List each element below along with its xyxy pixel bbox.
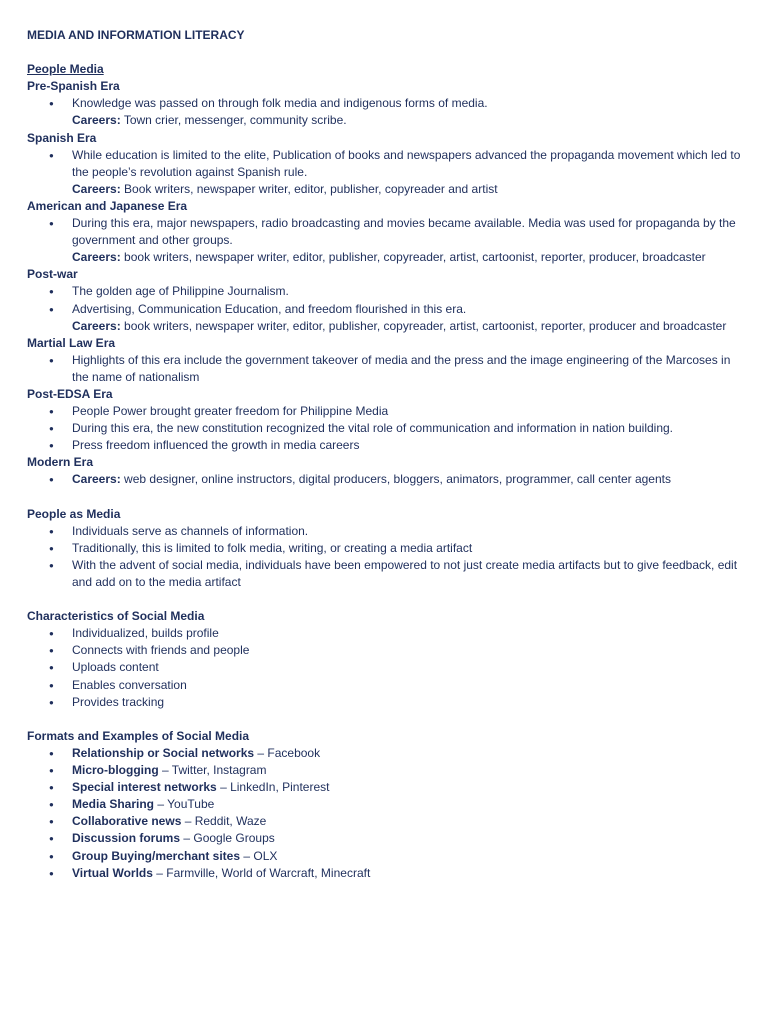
careers-label: Careers: — [72, 318, 121, 333]
format-term: Group Buying/merchant sites — [72, 848, 241, 863]
era-heading: Spanish Era — [27, 130, 97, 145]
list-item — [27, 779, 748, 796]
list-item: ● Advertising, Communication Education, and freedom flourished in this era. — [27, 301, 748, 318]
careers-line — [27, 249, 748, 266]
section-heading-characteristics: Characteristics of Social Media — [27, 609, 205, 624]
format-examples: – Reddit, Waze — [181, 814, 267, 829]
section-heading-people-media: People Media — [27, 62, 104, 77]
careers-line — [27, 318, 748, 335]
spacer — [27, 711, 748, 728]
format-term: Discussion forums — [72, 831, 181, 846]
list-item: ● During this era, the new constitution recognized the vital role of communication and information in nation building. — [27, 420, 748, 437]
list-item: ● Knowledge was passed on through folk media and indigenous forms of media. — [27, 95, 748, 112]
format-examples: – Twitter, Instagram — [158, 763, 267, 778]
careers-label: Careers: — [72, 250, 121, 265]
format-term: Micro-blogging — [72, 763, 159, 778]
formats-list — [27, 745, 748, 882]
era-list — [27, 147, 748, 198]
section-heading-people-as-media: People as Media — [27, 506, 121, 521]
list-item: ● Enables conversation — [27, 677, 748, 694]
careers-text: Book writers, newspaper writer, editor, publisher, copyreader and artist — [124, 181, 498, 196]
format-examples: – LinkedIn, Pinterest — [216, 780, 330, 795]
format-term: Media Sharing — [72, 797, 155, 812]
format-term: Collaborative news — [72, 814, 182, 829]
era-heading: Martial Law Era — [27, 335, 116, 350]
era-list — [27, 352, 748, 386]
list-item: ● Individuals serve as channels of information. — [27, 523, 748, 540]
careers-line — [27, 112, 748, 129]
era-list — [27, 403, 748, 454]
era-heading: American and Japanese Era — [27, 198, 188, 213]
characteristics-list — [27, 625, 748, 710]
list-item: ● During this era, major newspapers, radio broadcasting and movies became available. Media was used for propaganda by the government and other groups. — [27, 215, 748, 249]
list-item — [27, 848, 748, 865]
careers-line — [27, 181, 748, 198]
era-list — [27, 471, 748, 488]
list-item: ● People Power brought greater freedom for Philippine Media — [27, 403, 748, 420]
careers-text: book writers, newspaper writer, editor, publisher, copyreader, artist, cartoonist, reporter, producer and broadcaster — [124, 318, 727, 333]
careers-label: Careers: — [72, 113, 121, 128]
list-item — [27, 865, 748, 882]
list-item: ● Uploads content — [27, 659, 748, 676]
format-term: Relationship or Social networks — [72, 745, 255, 760]
list-item: ● Traditionally, this is limited to folk media, writing, or creating a media artifact — [27, 540, 748, 557]
spacer — [27, 44, 748, 61]
careers-label: Careers: — [72, 181, 121, 196]
format-examples: – Google Groups — [180, 831, 275, 846]
list-item: ● With the advent of social media, individuals have been empowered to not just create media artifacts but to give feedback, edit and add on to the media artifact — [27, 557, 748, 591]
section-heading-formats: Formats and Examples of Social Media — [27, 728, 250, 743]
list-item — [27, 796, 748, 813]
list-item: ● Highlights of this era include the government takeover of media and the press and the image engineering of the Marcoses in the name of nationalism — [27, 352, 748, 386]
list-item — [27, 830, 748, 847]
era-heading: Post-EDSA Era — [27, 386, 113, 401]
careers-text: web designer, online instructors, digital producers, bloggers, animators, programmer, call center agents — [124, 472, 671, 487]
list-item: ● The golden age of Philippine Journalism. — [27, 283, 748, 300]
era-list — [27, 215, 748, 266]
list-item: ● Connects with friends and people — [27, 642, 748, 659]
era-heading: Modern Era — [27, 455, 94, 470]
format-term: Special interest networks — [72, 780, 217, 795]
era-list — [27, 95, 748, 129]
document-title: MEDIA AND INFORMATION LITERACY — [27, 28, 245, 42]
list-item: ● Press freedom influenced the growth in media careers — [27, 437, 748, 454]
list-item — [27, 762, 748, 779]
careers-text: book writers, newspaper writer, editor, publisher, copyreader, artist, cartoonist, reporter, producer, broadcaster — [124, 250, 706, 265]
format-examples: – OLX — [240, 848, 278, 863]
list-item: ● Provides tracking — [27, 694, 748, 711]
spacer — [27, 489, 748, 506]
format-examples: – Farmville, World of Warcraft, Minecraft — [152, 865, 371, 880]
list-item — [27, 745, 748, 762]
era-list — [27, 283, 748, 334]
people-as-media-list — [27, 523, 748, 591]
list-item: ● While education is limited to the elite, Publication of books and newspapers advanced the propaganda movement which led to the people’s revolution against Spanish rule. — [27, 147, 748, 181]
list-item: ● Individualized, builds profile — [27, 625, 748, 642]
careers-label: Careers: — [72, 472, 121, 487]
era-heading: Post-war — [27, 267, 78, 282]
spacer — [27, 591, 748, 608]
era-heading: Pre-Spanish Era — [27, 79, 120, 94]
list-item — [27, 471, 748, 488]
format-examples: – Facebook — [254, 745, 321, 760]
list-item — [27, 813, 748, 830]
careers-text: Town crier, messenger, community scribe. — [123, 113, 347, 128]
format-examples: – YouTube — [154, 797, 215, 812]
format-term: Virtual Worlds — [72, 865, 153, 880]
